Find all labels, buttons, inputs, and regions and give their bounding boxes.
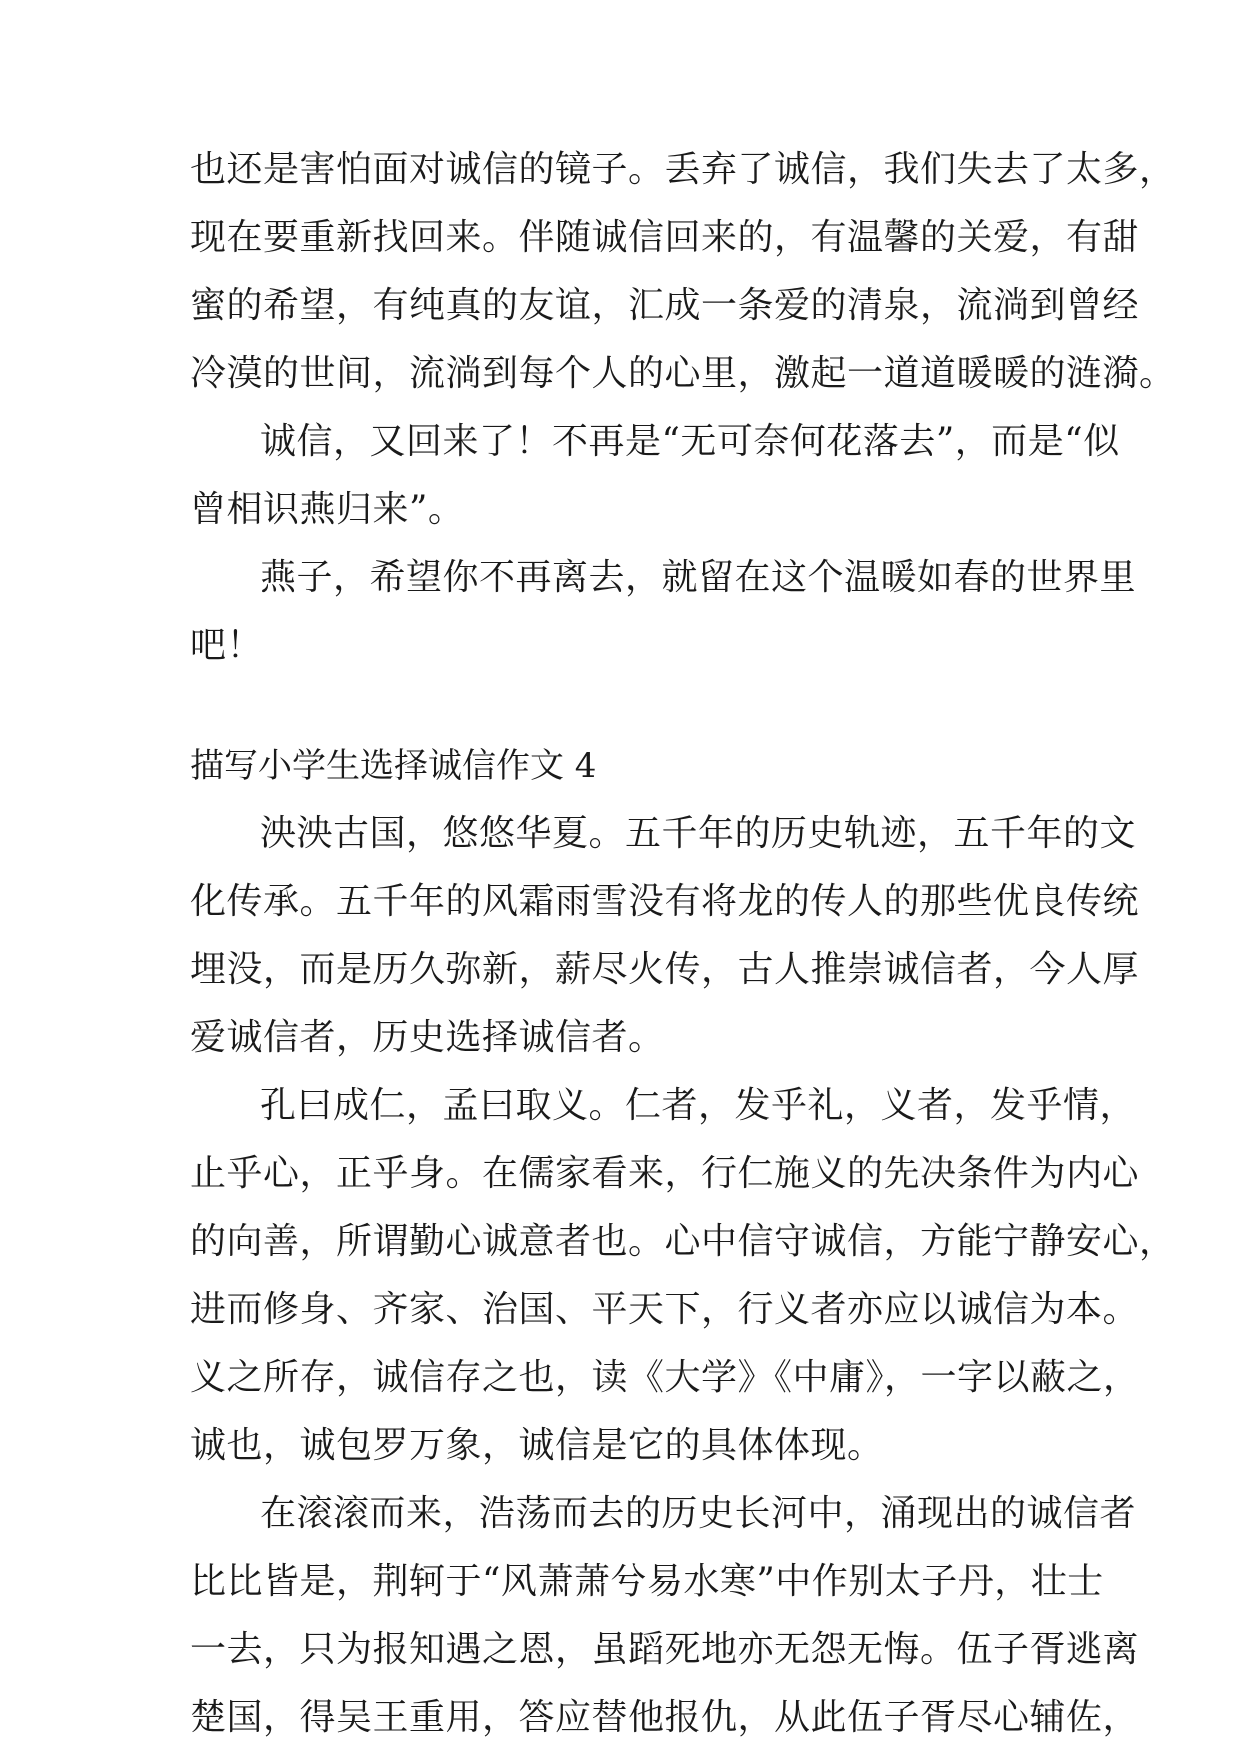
paragraph-6-line-1: 在滚滚而来，浩荡而去的历史长河中，涌现出的诚信者 <box>260 1493 1137 1534</box>
paragraph-5-line-2: 止乎心，正乎身。在儒家看来，行仁施义的先决条件为内心 <box>190 1153 1140 1194</box>
paragraph-5-line-6: 诚也，诚包罗万象，诚信是它的具体体现。 <box>190 1425 884 1466</box>
paragraph-5-line-1: 孔曰成仁，孟曰取义。仁者，发乎礼，义者，发乎情， <box>260 1085 1137 1126</box>
paragraph-6-line-2: 比比皆是，荆轲于“风萧萧兮易水寒”中作别太子丹，壮士 <box>190 1561 1104 1602</box>
paragraph-4-line-4: 爱诚信者，历史选择诚信者。 <box>190 1017 665 1058</box>
paragraph-6-line-4: 楚国，得吴王重用，答应替他报仇，从此伍子胥尽心辅佐， <box>190 1697 1140 1738</box>
section-heading: 描写小学生选择诚信作文 4 <box>190 746 597 786</box>
paragraph-3-line-1: 燕子，希望你不再离去，就留在这个温暖如春的世界里 <box>260 557 1137 598</box>
paragraph-5-line-3: 的向善，所谓勤心诚意者也。心中信守诚信，方能宁静安心， <box>190 1221 1176 1262</box>
paragraph-4-line-2: 化传承。五千年的风霜雨雪没有将龙的传人的那些优良传统 <box>190 881 1140 922</box>
paragraph-4-line-3: 埋没，而是历久弥新，薪尽火传，古人推崇诚信者，今人厚 <box>190 949 1140 990</box>
paragraph-1-line-3: 蜜的希望，有纯真的友谊，汇成一条爱的清泉，流淌到曾经 <box>190 285 1140 326</box>
paragraph-5-line-4: 进而修身、齐家、治国、平天下，行义者亦应以诚信为本。 <box>190 1289 1140 1330</box>
paragraph-5-line-5: 义之所存，诚信存之也，读《大学》《中庸》，一字以蔽之， <box>190 1357 1140 1398</box>
paragraph-3-line-2: 吧！ <box>190 625 264 666</box>
paragraph-1-line-4: 冷漠的世间，流淌到每个人的心里，激起一道道暖暖的涟漪。 <box>190 353 1176 394</box>
paragraph-6-line-3: 一去，只为报知遇之恩，虽蹈死地亦无怨无悔。伍子胥逃离 <box>190 1629 1140 1670</box>
paragraph-1-line-1: 也还是害怕面对诚信的镜子。丢弃了诚信，我们失去了太多， <box>190 149 1176 190</box>
paragraph-1-line-2: 现在要重新找回来。伴随诚信回来的，有温馨的关爱，有甜 <box>190 217 1140 258</box>
paragraph-2-line-1: 诚信，又回来了！不再是“无可奈何花落去”，而是“似 <box>260 421 1120 462</box>
paragraph-4-line-1: 泱泱古国，悠悠华夏。五千年的历史轨迹，五千年的文 <box>260 813 1137 854</box>
paragraph-2-line-2: 曾相识燕归来”。 <box>190 489 465 530</box>
